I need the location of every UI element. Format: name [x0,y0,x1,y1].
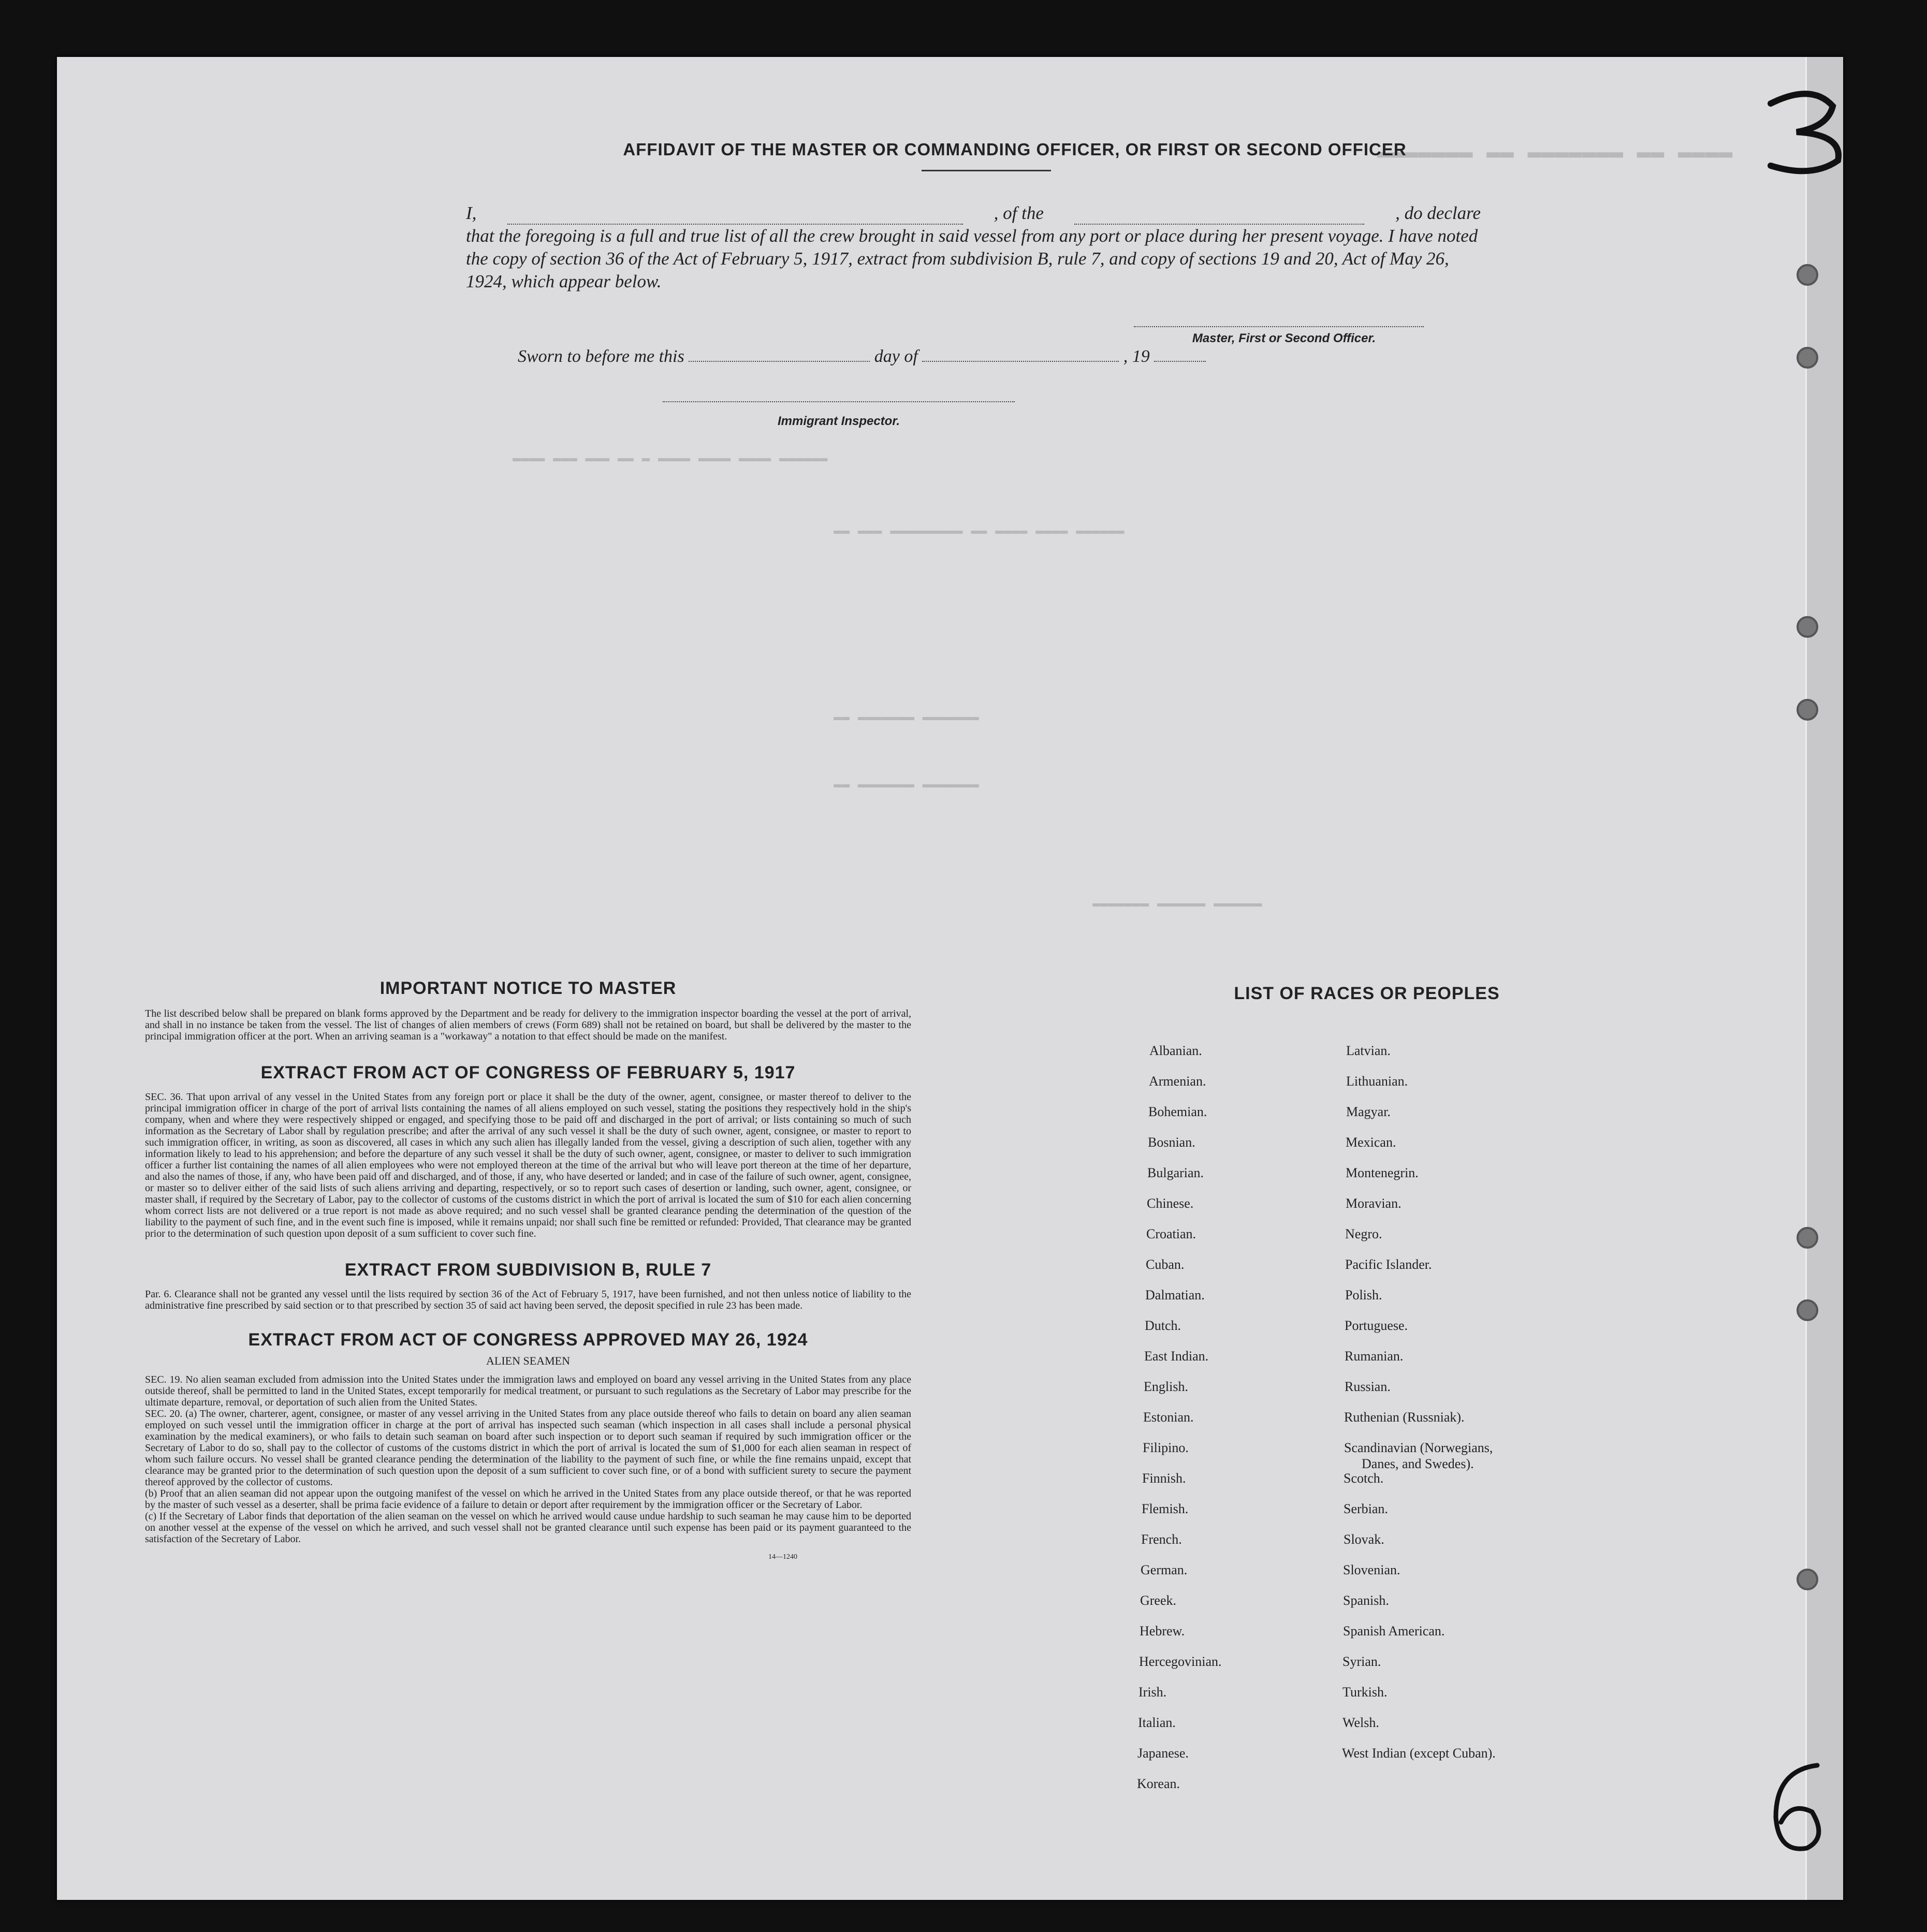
affidavit-text [466,202,1481,293]
race-item: Dutch. [1145,1318,1181,1333]
race-item: Italian. [1138,1715,1176,1730]
legal-column [145,978,911,1561]
punch-hole [1797,347,1818,369]
punch-hole [1797,1227,1818,1249]
race-item: Estonian. [1143,1410,1194,1425]
sworn-line [518,347,1206,367]
sworn-prefix: Sworn to before me this [518,347,684,366]
race-item: Ruthenian (Russniak). [1344,1410,1465,1425]
affidavit-body: that the foregoing is a full and true list of all the crew brought in said vessel from any port or place during her present voyage. I have noted the copy of section 36 of the Act of February 5, 1917, extract from subdivision B, rule 7, and copy of sections 19 and 20, Act of May 26, 1924, which appear below. [466,226,1478,291]
inspector-signature-line[interactable] [663,401,1015,402]
race-item: Serbian. [1344,1501,1388,1516]
punch-hole [1797,264,1818,286]
race-item: Rumanian. [1345,1349,1404,1364]
race-item: Albanian. [1149,1043,1202,1058]
race-item: Pacific Islander. [1345,1257,1432,1272]
sworn-year-blank[interactable] [1154,361,1206,362]
document-page [57,57,1843,1900]
handwritten-bottom-mark [1755,1755,1838,1864]
race-item: Flemish. [1142,1501,1189,1516]
name-blank[interactable] [507,202,963,225]
race-item: Spanish American. [1343,1623,1445,1638]
race-item: Croatian. [1146,1226,1196,1241]
bleed-through: ▬▬▬▬ ▬▬▬ ▬▬▬ ▬▬ ▬ ▬▬▬▬ ▬▬▬▬ ▬▬▬▬ ▬▬▬▬▬▬ [513,450,828,466]
race-item: Korean. [1137,1776,1180,1791]
race-item: Chinese. [1147,1196,1194,1211]
race-item: English. [1144,1379,1188,1394]
bleed-through: ▬▬ ▬▬▬ ▬▬▬▬▬▬▬▬▬ ▬▬ ▬▬▬▬ ▬▬▬▬ ▬▬▬▬▬▬ [834,523,1125,538]
affidavit-i-label: I, [466,203,477,223]
notice-text: The list described below shall be prepared on blank forms approved by the Department and be ready for delivery to the immigration inspector boarding the vessel at the port of arrival, and shall in no instance be taken from the vessel. The list of changes of alien members of crews (Form 689) shall not be retained on board, but shall be delivered by the master to the principal immigration officer at the port. When an arriving seaman is a "workaway" a notation to that effect should be made on the manifest. [145,1008,911,1042]
officer-signature-line[interactable] [1134,326,1424,327]
race-item: Scotch. [1344,1471,1384,1486]
race-item: Danes, and Swedes). [1362,1456,1474,1471]
race-item: Mexican. [1346,1135,1396,1150]
race-item: Armenian. [1149,1074,1206,1089]
page-edge [1805,57,1843,1900]
extract-1924-sec19: SEC. 19. No alien seaman excluded from admission into the United States under the immigration laws and employed on board any vessel arriving in the United States from any place outside thereof, shall be permitted to land in the United States, except temporarily for medical treatment, or pursuant to such regulations as the Secretary of Labor may prescribe for the ultimate departure, removal, or deportation of such alien from the United States. [145,1374,911,1408]
race-item: Bulgarian. [1147,1165,1204,1180]
bleed-through: ▬▬▬▬▬▬▬ ▬▬▬▬▬▬ ▬▬▬▬▬▬ [1092,896,1262,911]
race-item: Portuguese. [1345,1318,1408,1333]
punch-hole [1797,1299,1818,1321]
races-title: LIST OF RACES OR PEOPLES [1234,984,1500,1003]
race-item: Slovenian. [1343,1562,1400,1577]
extract-1924-sec20a: SEC. 20. (a) The owner, charterer, agent, consignee, or master of any vessel arriving in the United States from any place outside thereof who fails to detain on board any alien seaman employed on such vessel until the immigration officer in charge at the port of arrival has inspected such seaman (which inspection in all cases shall include a personal physical examination by the medical examiners), or who fails to detain such seaman on board after such inspection or to deport such seaman if required by such immigration officer or the Secretary of Labor to do so, shall pay to the collector of customs of the customs district in which the port of arrival is located the sum of $1,000 for each alien seaman in respect of whom such failure occurs. No vessel shall be granted clearance pending the determination of the liability to the payment of such fine, or while the fine remains unpaid, except that clearance may be granted prior to the determination of such question upon the deposit of a sum sufficient to cover such fine, or of a bond with sufficient surety to secure the payment thereof approved by the collector of customs. [145,1408,911,1488]
race-item: Hercegovinian. [1139,1654,1222,1669]
race-item: Negro. [1345,1226,1382,1241]
extract-1924-subtitle: ALIEN SEAMEN [486,1354,570,1367]
affidavit-title: AFFIDAVIT OF THE MASTER OR COMMANDING OFFICER, OR FIRST OR SECOND OFFICER [623,140,1407,159]
race-item: Latvian. [1346,1043,1391,1058]
extract-1924-sec20b: (b) Proof that an alien seaman did not appear upon the outgoing manifest of the vessel on which he arrived in the United States from any place outside thereof, or that he was reported by the master of such vessel as a deserter, shall be prima facie evidence of a failure to detain or deport after requirement by the immigration officer or the Secretary of Labor. [145,1488,911,1511]
race-item: Russian. [1345,1379,1391,1394]
bleed-through: ▬▬ ▬▬▬▬▬▬▬ ▬▬▬▬▬▬▬ [834,777,979,792]
race-item: Finnish. [1142,1471,1186,1486]
extract-1924-title: EXTRACT FROM ACT OF CONGRESS APPROVED MAY 26, 1924 [248,1330,808,1350]
race-item: Bosnian. [1148,1135,1195,1150]
race-item: German. [1141,1562,1188,1577]
race-item: Scandinavian (Norwegians, [1344,1440,1493,1455]
extract-1924-sec20c: (c) If the Secretary of Labor finds that deportation of the alien seaman on the vessel on which he arrived would cause undue hardship to such seaman he may cause him to be deported on another vessel at the expense of the vessel on which he arrived, and such vessel shall not be granted clearance until such expense has been paid or its payment guaranteed to the satisfaction of the Secretary of Labor. [145,1511,911,1545]
race-item: Filipino. [1143,1440,1189,1455]
race-item: Cuban. [1146,1257,1185,1272]
year-prefix: , 19 [1123,347,1150,366]
race-item: Slovak. [1344,1532,1384,1547]
race-item: Magyar. [1346,1104,1391,1119]
race-item: Polish. [1345,1287,1382,1302]
affidavit-first-line [466,202,1481,225]
race-item: West Indian (except Cuban). [1342,1746,1496,1761]
of-the-label: , of the [994,203,1044,223]
race-item: Spanish. [1343,1593,1389,1608]
race-item: Turkish. [1342,1685,1388,1700]
bleed-through: ▬▬▬▬▬▬▬ ▬▬ ▬▬▬▬▬▬▬ ▬▬ ▬▬▬▬ [1377,140,1733,166]
sworn-month-blank[interactable] [922,361,1119,362]
extract-rule7-text: Par. 6. Clearance shall not be granted any vessel until the lists required by section 36 of the Act of February 5, 1917, have been furnished, and not then unless notice of liability to the administrative fine prescribed by said section or to that prescribed by section 35 of said act having been served, the deposit specified in rule 23 has been made. [145,1289,911,1311]
race-item: Hebrew. [1140,1623,1185,1638]
race-item: Dalmatian. [1145,1287,1205,1302]
title-rule [922,170,1051,171]
extract-1917-title: EXTRACT FROM ACT OF CONGRESS OF FEBRUARY 5, 1917 [260,1063,796,1082]
do-declare-label: , do declare [1395,203,1481,223]
extract-1917-text: SEC. 36. That upon arrival of any vessel in the United States from any foreign port or place it shall be the duty of the owner, agent, consignee, or master thereof to deliver to the principal immigration officer in charge of the port of arrival lists containing the names of all aliens employed on such vessel, stating the positions they respectively hold in the ship's company, when and where they were respectively shipped or engaged, and specifying those to be paid off and discharged in the port of arrival; or lists containing so much of such information as the Secretary of Labor shall by regulation prescribe; and after the arrival of any such vessel it shall be the duty of such owner, agent, consignee, or master to report to such immigration officer, in writing, as soon as discovered, all cases in which any such alien has illegally landed from the vessel, giving a description of such alien, together with any information likely to lead to his apprehension; and before the departure of any such vessel it shall be the duty of such owner, agent, consignee, or master to deliver to such immigration officer a further list containing the names of all alien employees who were not employed thereon at the time of the arrival but who will leave port thereon at the time of her departure, and also the names of those, if any, who have been paid off and discharged, and of those, if any, who have deserted or landed; and in case of the failure of such owner, agent, consignee, or master so to deliver either of the said lists of such aliens arriving and departing, respectively, or so to report such cases of desertion or landing, such owner, agent, consignee, or master shall, if required by the Secretary of Labor, pay to the collector of customs of the customs district in which the port of arrival is located the sum of $10 for each alien concerning whom correct lists are not delivered or a true report is not made as above required; and no such vessel shall be granted clearance pending the determination of the question of the liability to the payment of such fine, and in the event such fine is imposed, while it remains unpaid; nor shall such fine be remitted or refunded: Provided, That clearance may be granted prior to the determination of such question upon deposit of a sum sufficient to cover such fine. [145,1091,911,1239]
inspector-signature-caption: Immigrant Inspector. [777,414,900,428]
sworn-day-blank[interactable] [689,361,870,362]
handwritten-page-number [1750,88,1869,176]
race-item: Syrian. [1342,1654,1381,1669]
race-item: Irish. [1138,1685,1167,1700]
race-item: French. [1141,1532,1182,1547]
extract-rule7-title: EXTRACT FROM SUBDIVISION B, RULE 7 [344,1260,712,1280]
vessel-blank[interactable] [1074,202,1364,225]
race-item: Bohemian. [1148,1104,1207,1119]
day-of-label: day of [874,347,918,366]
officer-signature-caption: Master, First or Second Officer. [1192,331,1376,345]
punch-hole [1797,699,1818,721]
notice-title: IMPORTANT NOTICE TO MASTER [379,978,677,998]
race-item: East Indian. [1144,1349,1209,1364]
punch-hole [1797,1569,1818,1590]
race-item: Moravian. [1346,1196,1402,1211]
race-item: Montenegrin. [1346,1165,1419,1180]
race-item: Welsh. [1342,1715,1379,1730]
race-item: Greek. [1140,1593,1177,1608]
race-item: Lithuanian. [1346,1074,1408,1089]
race-item: Japanese. [1137,1746,1189,1761]
punch-hole [1797,616,1818,638]
bleed-through: ▬▬ ▬▬▬▬▬▬▬ ▬▬▬▬▬▬▬ [834,709,979,725]
form-number: 14—1240 [768,1553,797,1561]
